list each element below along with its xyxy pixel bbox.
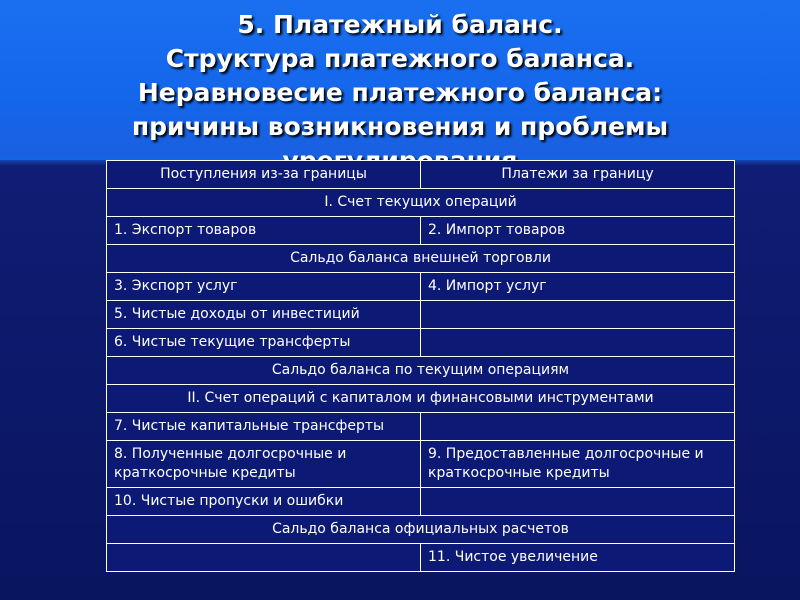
title-line-4: причины возникновения и проблемы [131,112,669,141]
table-row [107,273,735,301]
table-row [107,217,735,245]
table-row [107,516,735,544]
table-row [107,441,735,488]
table-cell [421,544,735,572]
title-line-2: Структура платежного баланса. [165,44,635,73]
cut-off-text: 11. Чистое увеличение [428,549,598,565]
balance-of-payments-table [106,160,735,572]
table-cell: 9. Предоставленные долгосрочные и краткосрочные кредиты [421,441,735,488]
table-cell [421,329,735,357]
table-cell [421,413,735,441]
balance-table-container [106,160,734,572]
subtotal-trade-balance: Сальдо баланса внешней торговли [107,245,735,273]
table-row [107,189,735,217]
table-cell [107,544,421,572]
table-cell: 10. Чистые пропуски и ошибки [107,488,421,516]
table-row [107,385,735,413]
slide-title [0,8,800,178]
table-row [107,357,735,385]
table-header-row [107,161,735,189]
table-cell [421,488,735,516]
table-cell: 8. Полученные долгосрочные и краткосрочные кредиты [107,441,421,488]
table-cell: 1. Экспорт товаров [107,217,421,245]
table-row [107,488,735,516]
table-row [107,301,735,329]
table-cell: 6. Чистые текущие трансферты [107,329,421,357]
table-cell: 5. Чистые доходы от инвестиций [107,301,421,329]
table-row [107,245,735,273]
section-current-account: I. Счет текущих операций [107,189,735,217]
title-line-1: 5. Платежный баланс. [237,10,563,39]
header-payments: Платежи за границу [421,161,735,189]
subtotal-official-settlements: Сальдо баланса официальных расчетов [107,516,735,544]
title-line-3: Неравновесие платежного баланса: [137,78,663,107]
table-cell: 7. Чистые капитальные трансферты [107,413,421,441]
section-capital-account: II. Счет операций с капиталом и финансовыми инструментами [107,385,735,413]
header-receipts: Поступления из-за границы [107,161,421,189]
table-cell: 4. Импорт услуг [421,273,735,301]
subtotal-current-account-balance: Сальдо баланса по текущим операциям [107,357,735,385]
table-row [107,413,735,441]
table-row [107,329,735,357]
table-cell: 2. Импорт товаров [421,217,735,245]
table-cell: 3. Экспорт услуг [107,273,421,301]
table-row [107,544,735,572]
table-cell [421,301,735,329]
